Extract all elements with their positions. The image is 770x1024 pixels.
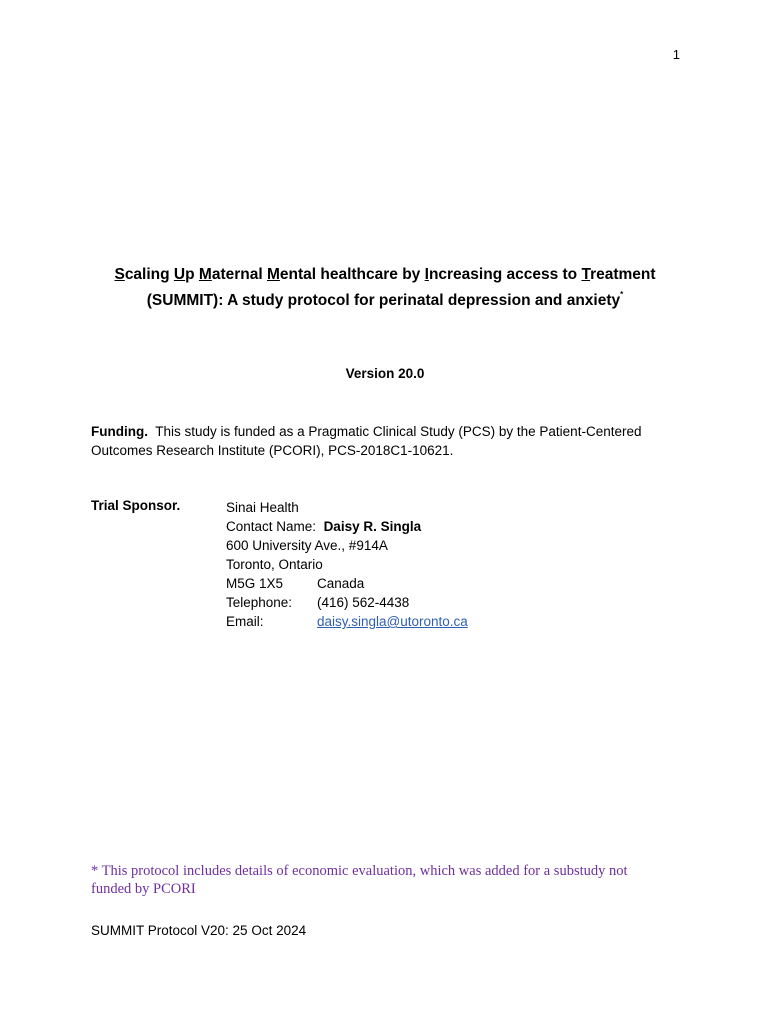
- title-acronym-letter: S: [114, 266, 125, 283]
- title-word-part: p: [185, 266, 199, 283]
- title-line-2-text: (SUMMIT): A study protocol for perinatal depression and anxiety: [146, 292, 621, 310]
- title-line-2: [60, 286, 710, 312]
- document-title: [60, 264, 710, 312]
- funding-label: Funding.: [91, 424, 148, 439]
- title-word-part: ental healthcare by: [279, 266, 425, 283]
- postal-code: M5G 1X5: [226, 576, 284, 591]
- title-acronym-letter: T: [581, 266, 591, 283]
- sponsor-organization: Sinai Health: [226, 500, 299, 515]
- footnote: * This protocol includes details of economic evaluation, which was added for a substudy not funded by PCORI: [91, 863, 628, 897]
- funding-paragraph: [91, 422, 691, 460]
- page-number: 1: [672, 47, 680, 62]
- email-link[interactable]: daisy.singla@utoronto.ca: [317, 614, 468, 629]
- sponsor-details: [226, 498, 468, 631]
- title-word-part: ncreasing access to: [428, 266, 582, 283]
- email-label: Email:: [226, 614, 264, 629]
- title-word-part: caling: [124, 266, 174, 283]
- sponsor-email-row: [226, 612, 468, 631]
- sponsor-telephone-row: [226, 593, 468, 612]
- title-line-1: [60, 264, 710, 286]
- title-word-part: aternal: [211, 266, 267, 283]
- telephone-label: Telephone:: [226, 595, 293, 610]
- funding-text: This study is funded as a Pragmatic Clinical Study (PCS) by the Patient-Centered Outcomes Research Institute (PCORI), PCS-2018C1-10621.: [91, 424, 642, 458]
- title-acronym-letter: I: [424, 266, 429, 283]
- trial-sponsor-label: Trial Sponsor.: [91, 498, 181, 513]
- telephone-value: (416) 562-4438: [317, 595, 410, 610]
- sponsor-postal-row: [226, 574, 468, 593]
- sponsor-contact-row: [226, 517, 468, 536]
- title-footnote-marker: *: [620, 290, 624, 299]
- sponsor-address: 600 University Ave., #914A: [226, 538, 388, 553]
- title-acronym-letter: U: [173, 266, 186, 283]
- title-acronym-letter: M: [266, 266, 280, 283]
- sponsor-city: Toronto, Ontario: [226, 557, 323, 572]
- contact-name: Daisy R. Singla: [323, 519, 422, 534]
- title-word-part: reatment: [590, 266, 656, 283]
- country: Canada: [317, 576, 365, 591]
- title-acronym-letter: M: [198, 266, 212, 283]
- contact-label: Contact Name:: [226, 519, 317, 534]
- page-footer: SUMMIT Protocol V20: 25 Oct 2024: [91, 923, 307, 938]
- version-label: Version 20.0: [345, 366, 425, 381]
